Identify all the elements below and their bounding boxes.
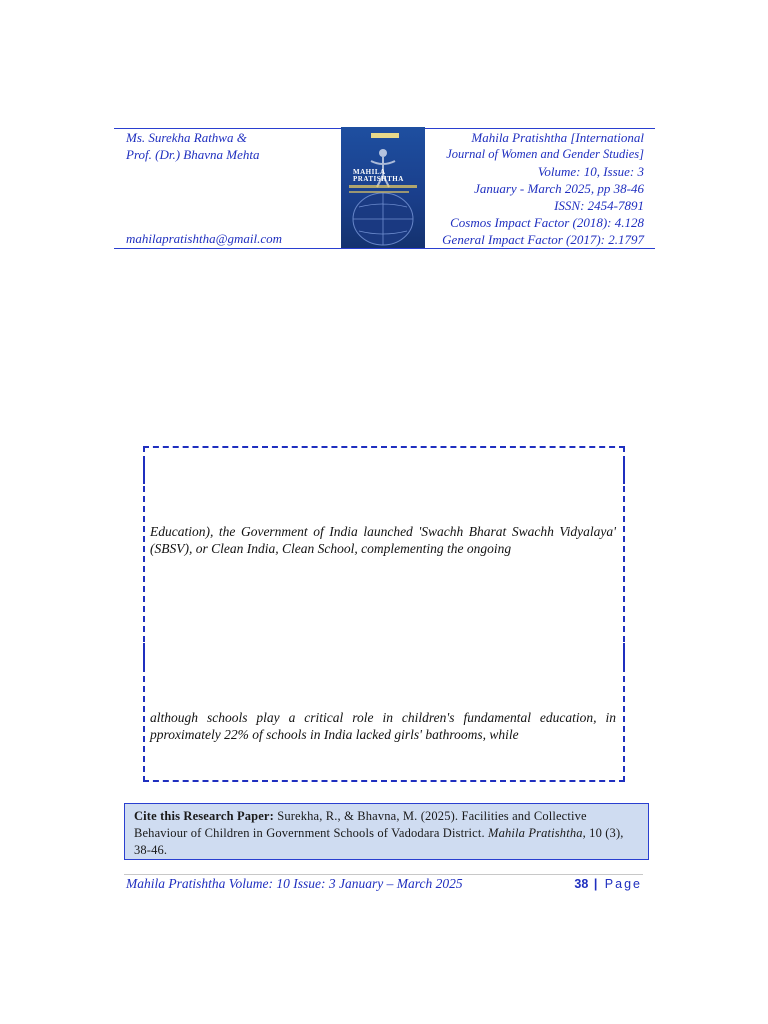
citation-label: Cite this Research Paper: xyxy=(134,809,274,823)
paragraph-2-line-2: pproximately 22% of schools in India lacked girls' bathrooms, while xyxy=(150,727,519,742)
cover-subtitle-bar xyxy=(349,185,417,188)
header-email[interactable]: mahilapratishtha@gmail.com xyxy=(126,231,283,246)
cover-subtitle-bar-2 xyxy=(349,191,409,193)
journal-issn: ISSN: 2454-7891 xyxy=(554,198,644,213)
author-line-1: Ms. Surekha Rathwa & xyxy=(126,130,247,145)
footer-journal-issue: Mahila Pratishtha Volume: 10 Issue: 3 January – March 2025 xyxy=(126,876,463,891)
page-separator: | xyxy=(593,877,600,891)
journal-cover-image xyxy=(341,127,425,248)
citation-tail: 10 (3), 38-46. xyxy=(134,826,624,857)
author-line-2: Prof. (Dr.) Bhavna Mehta xyxy=(126,147,260,162)
header-bottom-rule xyxy=(114,248,655,249)
cover-title xyxy=(353,169,404,183)
abstract-paragraph-1: Education), the Government of India launched 'Swachh Bharat Swachh Vidyalaya' (SBSV), or Clean India, Clean School, complementing the ongoing xyxy=(150,524,616,556)
page-number: 38 xyxy=(574,877,589,891)
box-right-marker-1 xyxy=(623,462,625,484)
citation-box xyxy=(124,803,649,860)
journal-line-1: Mahila Pratishtha [International xyxy=(471,130,644,145)
header-authors xyxy=(126,129,259,163)
citation-journal: Mahila Pratishtha, xyxy=(488,826,586,840)
journal-cosmos-if: Cosmos Impact Factor (2018): 4.128 xyxy=(450,215,644,230)
journal-general-if: General Impact Factor (2017): 2.1797 xyxy=(442,232,644,247)
journal-volume: Volume: 10, Issue: 3 xyxy=(537,164,644,179)
journal-date-pages: January - March 2025, pp 38-46 xyxy=(474,181,644,196)
page-word: Page xyxy=(604,877,642,891)
cover-title-line-2: PRATISHTHA xyxy=(353,175,404,183)
box-left-marker-1 xyxy=(143,462,145,484)
header-journal-info xyxy=(414,129,644,248)
citation-text: Surekha, R., & Bhavna, M. (2025). Facilities and Collective Behaviour of Children in Government Schools of Vadodara District. xyxy=(134,809,587,840)
box-left-marker-2 xyxy=(143,643,145,671)
abstract-paragraph-2 xyxy=(150,709,616,743)
footer-page-number xyxy=(574,877,642,891)
footer-rule xyxy=(124,874,643,875)
cover-title-line-1: MAHILA xyxy=(353,168,386,176)
journal-line-2: Journal of Women and Gender Studies] xyxy=(446,147,644,161)
paragraph-2-line-1: although schools play a critical role in children's fundamental education, in xyxy=(150,710,616,725)
box-right-marker-2 xyxy=(623,643,625,671)
